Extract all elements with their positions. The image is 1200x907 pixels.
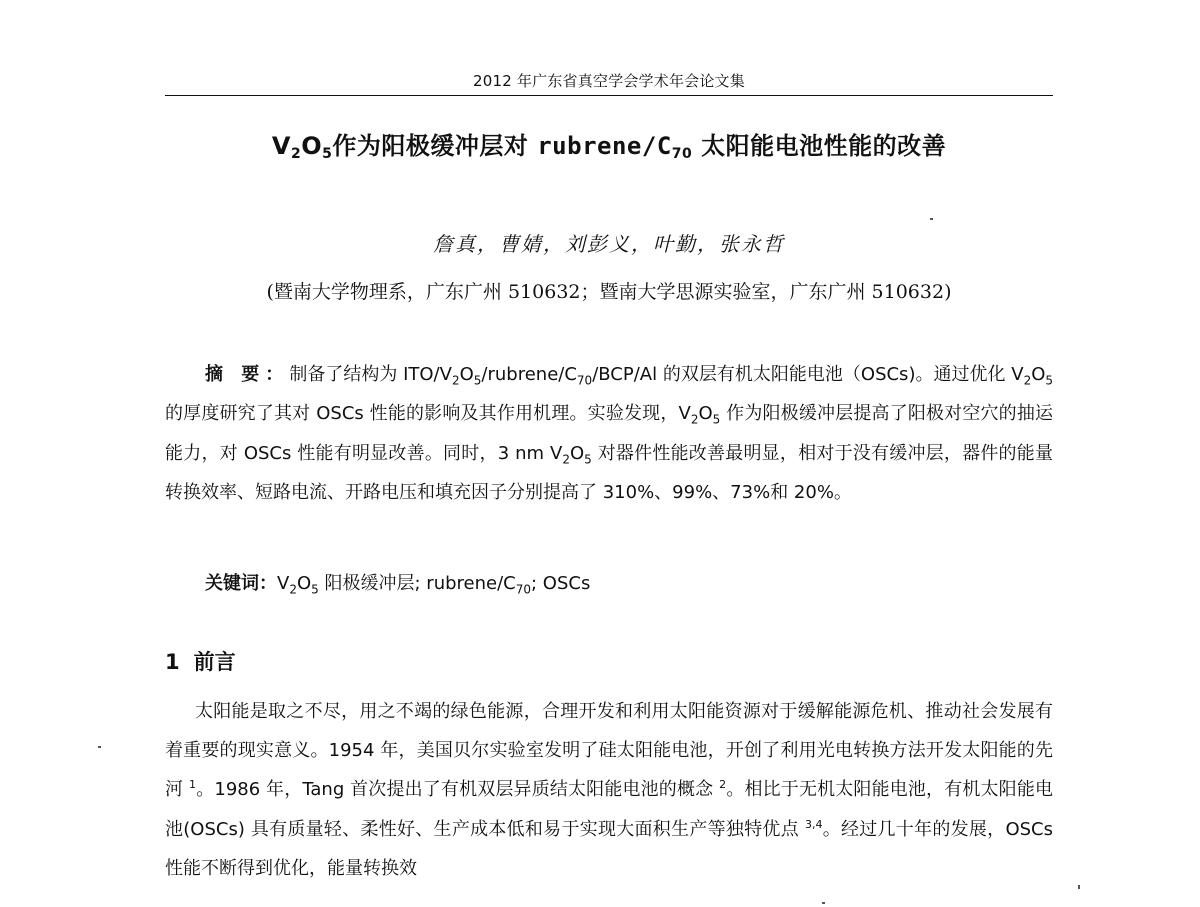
- title-v: V: [271, 132, 291, 160]
- abstract-text: 作为阳极缓冲层提高了阳极对空穴的抽运能力，对 OSCs 性能有明显改善。同时，3 nm V: [165, 403, 1053, 464]
- paper-title: [165, 128, 1053, 164]
- title-part2: 太阳能电池性能的改善: [692, 132, 947, 160]
- author-list: 詹真，曹婧，刘彭义，叶勤，张永哲: [433, 232, 785, 256]
- section-heading: [165, 645, 236, 679]
- title-rubrene: rubrene/C: [537, 132, 672, 160]
- keywords-text: O: [296, 573, 312, 594]
- abstract-label: 摘 要：: [205, 364, 290, 385]
- abstract-sub: 2: [690, 413, 699, 427]
- title-o: O: [301, 132, 323, 160]
- title-c-sub: 70: [671, 146, 693, 162]
- keywords-sub: 5: [311, 582, 319, 597]
- abstract-sub: 5: [473, 373, 482, 388]
- body-text: 太阳能是取之不尽，用之不竭的绿色能源，合理开发和利用太阳能资源对于缓解能源危机、推动社会发展有着重要的现实意义。1954 年，美国贝尔实验室发明了硅太阳能电池，开创了利用光电转换方法开发太阳能的先河: [165, 701, 1053, 801]
- keywords-sub: 2: [289, 582, 297, 597]
- keywords: [165, 566, 1053, 602]
- scan-speck: [930, 218, 933, 220]
- abstract-text: /rubrene/C: [481, 364, 577, 385]
- abstract-text: O: [1031, 364, 1046, 385]
- abstract-text: 的厚度研究了其对 OSCs 性能的影响及其作用机理。实验发现，V: [165, 403, 691, 425]
- abstract-text: /BCP/Al 的双层有机太阳能电池（OSCs)。通过优化 V: [592, 364, 1024, 385]
- body-text: 。相比于无机太阳能电池，有机太阳能电池(OSCs) 具有质量轻、柔性好、生产成本低和易于实现大面积生产等独特优点: [165, 779, 1053, 840]
- abstract-sub: 2: [1023, 373, 1032, 388]
- abstract-sub: 5: [1045, 373, 1054, 388]
- abstract-text: O: [569, 442, 585, 464]
- scan-speck: [1078, 885, 1080, 889]
- citation-ref: 1: [189, 778, 197, 792]
- abstract-text: O: [698, 403, 713, 425]
- abstract-text: 对器件性能改善最明显，相对于没有缓冲层，器件的能量转换效率、短路电流、开路电压和填充因子分别提高了 310%、99%、73%和 20%。: [165, 442, 1053, 504]
- running-header: 2012 年广东省真空学会学术年会论文集: [473, 72, 745, 90]
- abstract-sub: 2: [562, 452, 570, 467]
- abstract-sub: 5: [584, 452, 592, 467]
- keywords-text: 阳极缓冲层; rubrene/C: [318, 573, 516, 594]
- title-part1: 作为阳极缓冲层对: [332, 132, 538, 160]
- abstract: [165, 355, 1053, 513]
- affiliation: (暨南大学物理系，广东广州 510632；暨南大学思源实验室，广东广州 510632): [266, 281, 952, 303]
- abstract-sub: 2: [451, 373, 460, 388]
- keywords-text: V: [277, 573, 290, 594]
- citation-ref: 3,4: [804, 817, 823, 831]
- scan-speck: [98, 746, 101, 748]
- abstract-text: O: [459, 364, 474, 385]
- abstract-sub: 5: [712, 413, 721, 427]
- keywords-sub: 70: [515, 582, 531, 597]
- keywords-text: ; OSCs: [531, 573, 591, 594]
- body-text: 。1986 年，Tang 首次提出了有机双层异质结太阳能电池的概念: [196, 779, 720, 801]
- keywords-label: 关键词：: [205, 573, 277, 594]
- abstract-text: 制备了结构为 ITO/V: [289, 364, 452, 385]
- abstract-sub: 70: [576, 373, 593, 388]
- citation-ref: 2: [719, 778, 727, 792]
- body-paragraph: [165, 692, 1053, 888]
- body-text: 。经过几十年的发展，OSCs 性能不断得到优化，能量转换效: [165, 818, 1053, 879]
- scan-speck: [822, 902, 825, 904]
- title-v-sub: 2: [290, 146, 302, 162]
- section-number: 1: [165, 650, 180, 674]
- title-o-sub: 5: [322, 146, 333, 162]
- section-title: 前言: [193, 650, 236, 674]
- header-rule: [165, 95, 1053, 96]
